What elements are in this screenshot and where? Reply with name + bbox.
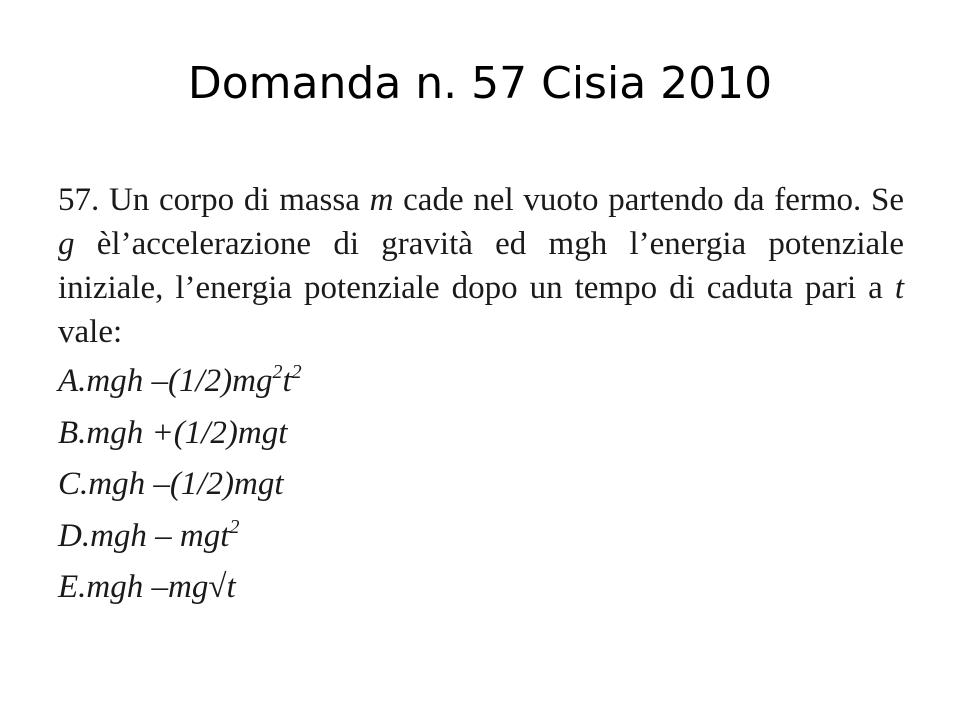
expression-text: mgh +(1/2)mgt bbox=[86, 414, 288, 451]
exponent: 2 bbox=[272, 361, 283, 383]
question-image bbox=[58, 178, 904, 614]
answer-option bbox=[58, 459, 904, 511]
stem-variable: m bbox=[369, 182, 394, 218]
slide-title: Domanda n. 57 Cisia 2010 bbox=[187, 58, 773, 109]
expression-text: t bbox=[282, 363, 292, 399]
option-expression bbox=[88, 466, 283, 502]
expression-text: mgh – mgt bbox=[90, 517, 230, 554]
stem-variable: g bbox=[58, 226, 75, 262]
question-number: 57. bbox=[58, 182, 100, 218]
answer-option bbox=[58, 511, 904, 563]
exponent: 2 bbox=[291, 361, 302, 383]
option-expression bbox=[86, 569, 235, 605]
question-text bbox=[58, 182, 904, 350]
stem-fragment: èl’accelerazione di gravità ed mgh l’energia potenziale iniziale, l’energia potenziale dopo un tempo di caduta pari a bbox=[58, 226, 904, 306]
answer-option bbox=[58, 356, 904, 408]
expression-text: mgh –(1/2)mg bbox=[86, 363, 273, 399]
option-letter: E. bbox=[58, 569, 87, 605]
expression-text: mgh –mg√t bbox=[86, 569, 236, 605]
option-letter: C. bbox=[58, 466, 89, 502]
question-stem bbox=[58, 178, 904, 354]
stem-fragment: vale: bbox=[58, 314, 123, 350]
option-letter: B. bbox=[58, 414, 87, 451]
option-expression bbox=[90, 515, 240, 554]
answer-option bbox=[58, 408, 904, 460]
exponent: 2 bbox=[229, 515, 240, 538]
option-letter: D. bbox=[58, 517, 91, 554]
option-letter: A. bbox=[58, 363, 87, 399]
option-expression bbox=[86, 363, 301, 399]
stem-fragment: cade nel vuoto partendo da fermo. Se bbox=[393, 182, 904, 218]
stem-variable: t bbox=[894, 270, 904, 306]
answer-option bbox=[58, 562, 904, 614]
expression-text: mgh –(1/2)mgt bbox=[88, 466, 284, 502]
answer-options bbox=[58, 356, 904, 614]
stem-fragment: Un corpo di massa bbox=[99, 182, 370, 218]
option-expression bbox=[86, 415, 287, 451]
